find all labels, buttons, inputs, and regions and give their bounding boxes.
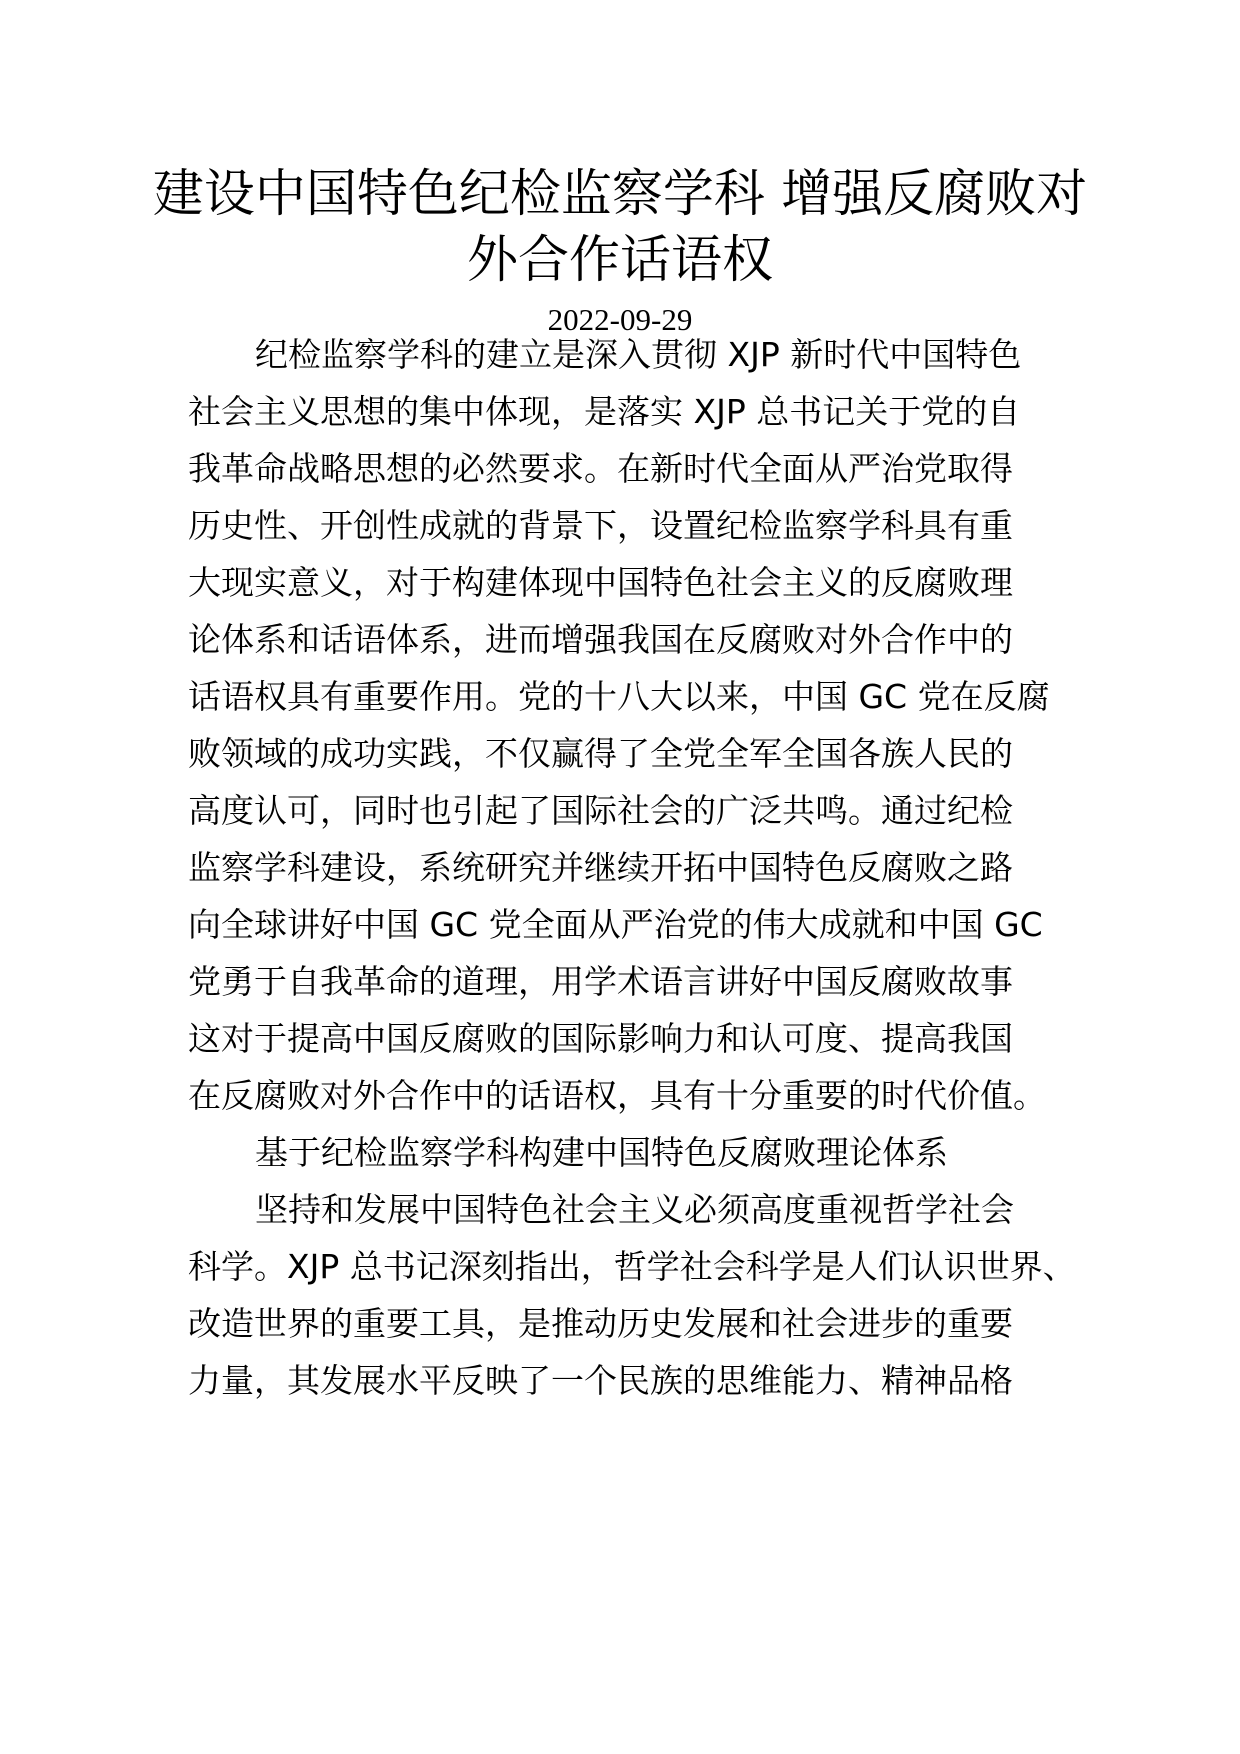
- body-line: 改造世界的重要工具，是推动历史发展和社会进步的重要: [188, 1304, 1013, 1343]
- body-line: 纪检监察学科的建立是深入贯彻 XJP 新时代中国特色: [255, 335, 1022, 374]
- body-line: 论体系和话语体系，进而增强我国在反腐败对外合作中的: [188, 620, 1013, 659]
- body-line: 话语权具有重要作用。党的十八大以来，中国 GC 党在反腐: [188, 677, 1050, 716]
- body-line: 大现实意义，对于构建体现中国特色社会主义的反腐败理: [188, 563, 1013, 602]
- body-line: 力量，其发展水平反映了一个民族的思维能力、精神品格: [188, 1361, 1013, 1400]
- document-title-line-1: 建设中国特色纪检监察学科 增强反腐败对: [152, 165, 1088, 224]
- body-line: 我革命战略思想的必然要求。在新时代全面从严治党取得: [188, 449, 1013, 488]
- body-line: 高度认可，同时也引起了国际社会的广泛共鸣。通过纪检: [188, 791, 1013, 830]
- body-line: 坚持和发展中国特色社会主义必须高度重视哲学社会: [255, 1190, 1014, 1229]
- body-line: 监察学科建设，系统研究并继续开拓中国特色反腐败之路: [188, 848, 1013, 887]
- body-line: 向全球讲好中国 GC 党全面从严治党的伟大成就和中国 GC: [188, 905, 1043, 944]
- section-heading: 基于纪检监察学科构建中国特色反腐败理论体系: [255, 1133, 948, 1172]
- body-line: 科学。XJP 总书记深刻指出，哲学社会科学是人们认识世界、: [188, 1247, 1076, 1286]
- body-line: 在反腐败对外合作中的话语权，具有十分重要的时代价值。: [188, 1076, 1046, 1115]
- document-title-line-2: 外合作话语权: [466, 231, 773, 290]
- body-line: 历史性、开创性成就的背景下，设置纪检监察学科具有重: [188, 506, 1013, 545]
- body-line: 党勇于自我革命的道理，用学术语言讲好中国反腐败故事: [188, 962, 1013, 1001]
- body-line: 社会主义思想的集中体现，是落实 XJP 总书记关于党的自: [188, 392, 1021, 431]
- body-line: 败领域的成功实践，不仅赢得了全党全军全国各族人民的: [188, 734, 1013, 773]
- publish-date: 2022-09-29: [547, 302, 693, 337]
- body-line: 这对于提高中国反腐败的国际影响力和认可度、提高我国: [188, 1019, 1013, 1058]
